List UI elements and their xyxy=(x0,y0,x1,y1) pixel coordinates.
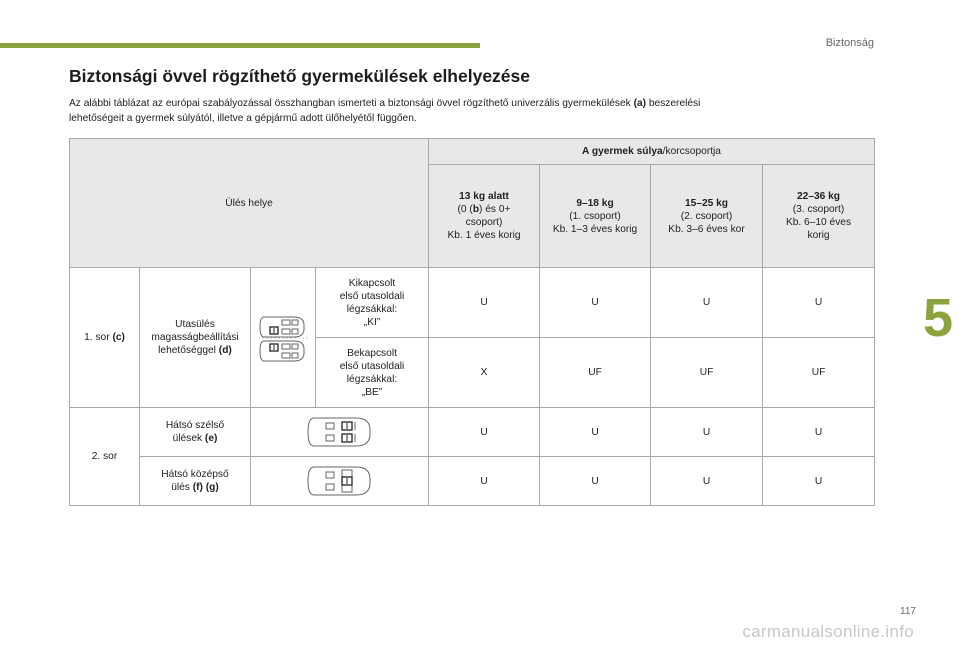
weight-header-bold: A gyermek súlya xyxy=(582,146,663,157)
airbag-text: első utasoldali xyxy=(339,290,405,302)
watermark: carmanualsonline.info xyxy=(742,622,914,641)
page-number: 117 xyxy=(900,606,916,617)
group-text: ) és 0+ xyxy=(479,204,511,215)
weight-header-rest: /korcsoportja xyxy=(662,146,721,157)
airbag-text: első utasoldali xyxy=(339,360,405,372)
group-weight: 9–18 kg xyxy=(576,197,614,209)
footnote-ref: (c) xyxy=(112,332,125,343)
footnote-ref: (f) (g) xyxy=(192,482,219,493)
intro-paragraph xyxy=(69,96,849,126)
table-row xyxy=(70,408,875,457)
value-cell: U xyxy=(540,268,651,338)
airbag-off-cell xyxy=(316,268,429,338)
row-label-rear: 2. sor xyxy=(70,408,140,506)
value-cell: U xyxy=(429,268,540,338)
group-text: (0 ( xyxy=(457,204,473,215)
value-cell: U xyxy=(651,268,763,338)
value-cell: U xyxy=(429,408,540,457)
value-cell: U xyxy=(763,457,875,506)
rear-outer-car-icon xyxy=(306,415,374,449)
seat-text: lehetőséggel xyxy=(158,345,216,356)
value-cell: X xyxy=(429,338,540,408)
group-age: Kb. 6–10 éves xyxy=(785,217,852,228)
intro-footnote-ref: (a) xyxy=(633,98,647,109)
header-accent-bar xyxy=(0,43,480,48)
section-name: Biztonság xyxy=(825,37,874,49)
page-title: Biztonsági övvel rögzíthető gyermekülések elhelyezése xyxy=(69,66,531,86)
airbag-text: Bekapcsolt xyxy=(347,347,397,359)
group-2-header xyxy=(651,165,763,268)
value-cell: U xyxy=(540,408,651,457)
value-cell: UF xyxy=(763,338,875,408)
airbag-text: Kikapcsolt xyxy=(348,277,396,289)
airbag-state: „BE” xyxy=(361,386,383,398)
value-cell: U xyxy=(651,457,763,506)
group-text: (3. csoport) xyxy=(792,204,845,215)
seat-text: ülés xyxy=(171,482,190,493)
row-label-front xyxy=(70,268,140,408)
airbag-on-cell xyxy=(316,338,429,408)
value-cell: UF xyxy=(651,338,763,408)
footnote-ref: (e) xyxy=(204,433,218,444)
value-cell: U xyxy=(540,457,651,506)
group-age: Kb. 3–6 éves kor xyxy=(668,223,745,235)
group-weight: 22–36 kg xyxy=(796,191,841,202)
intro-text: Az alábbi táblázat az európai szabályozással összhangban ismerteti a biztonsági övvel rögzíthető univerzális gyermekülések xyxy=(69,98,634,109)
footnote-ref: b xyxy=(472,204,480,215)
group-0-header xyxy=(429,165,540,268)
group-weight: 15–25 kg xyxy=(684,197,729,209)
group-age: Kb. 1–3 éves korig xyxy=(552,223,638,235)
seat-text: Utasülés xyxy=(175,319,215,330)
seat-passenger-cell xyxy=(140,268,251,408)
intro-text: lehetőségeit a gyermek súlyától, illetve a gépjármű adott ülőhelyétől függően. xyxy=(69,113,417,124)
group-weight: 13 kg alatt xyxy=(459,191,509,202)
value-cell: U xyxy=(763,268,875,338)
group-text: (2. csoport) xyxy=(680,210,733,222)
value-cell: U xyxy=(763,408,875,457)
group-1-header xyxy=(540,165,651,268)
seat-position-header: Ülés helye xyxy=(70,139,429,268)
airbag-state: „KI” xyxy=(363,316,381,328)
seat-text: magasságbeállítási xyxy=(151,332,239,343)
rear-outer-diagram-cell xyxy=(251,408,429,457)
group-3-header xyxy=(763,165,875,268)
seat-text: ülések xyxy=(172,433,203,444)
child-seat-table xyxy=(69,138,875,506)
front-seat-diagram-cell xyxy=(251,268,316,408)
seat-text: Hátsó szélső xyxy=(165,420,225,431)
group-age: Kb. 1 éves korig xyxy=(447,230,521,241)
table-row xyxy=(70,457,875,506)
group-text: csoport) xyxy=(465,217,503,228)
group-age: korig xyxy=(807,230,830,241)
rear-middle-car-icon xyxy=(306,464,374,498)
front-seat-car-icon xyxy=(258,309,308,367)
intro-text: beszerelési xyxy=(646,98,701,109)
seat-rear-middle-cell xyxy=(140,457,251,506)
weight-group-header xyxy=(429,139,875,165)
value-cell: U xyxy=(429,457,540,506)
seat-rear-outer-cell xyxy=(140,408,251,457)
value-cell: U xyxy=(651,408,763,457)
airbag-text: légzsákkal: xyxy=(346,303,398,315)
footnote-ref: (d) xyxy=(218,345,232,356)
rear-middle-diagram-cell xyxy=(251,457,429,506)
row-label-text: 1. sor xyxy=(84,332,110,343)
value-cell: UF xyxy=(540,338,651,408)
chapter-number-tab: 5 xyxy=(916,268,960,368)
airbag-text: légzsákkal: xyxy=(346,373,398,385)
table-row xyxy=(70,268,875,338)
group-text: (1. csoport) xyxy=(569,210,621,222)
seat-text: Hátsó középső xyxy=(161,469,229,480)
